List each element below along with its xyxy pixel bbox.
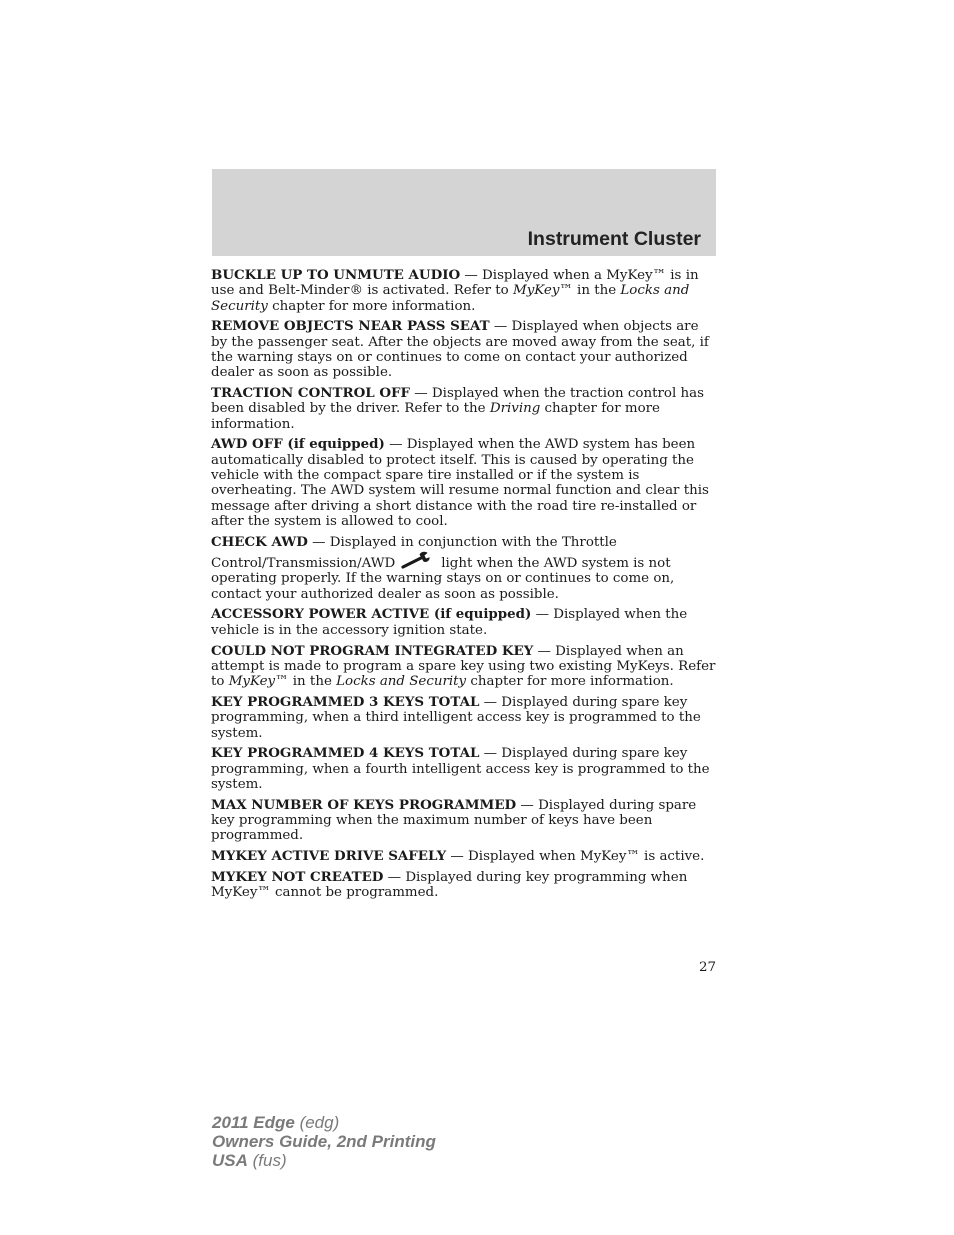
message-entry-could-not-program [211, 644, 717, 690]
message-entry-key-programmed-3 [211, 695, 717, 741]
document-footer [212, 1113, 436, 1170]
message-entry-mykey-active [211, 849, 717, 864]
section-title: Instrument Cluster [527, 228, 701, 250]
message-term: ACCESSORY POWER ACTIVE (if equipped) [211, 606, 532, 623]
message-term: MYKEY NOT CREATED [211, 868, 384, 885]
message-text: — Displayed when the vehicle is in the accessory ignition state. [211, 607, 688, 638]
footer-guide: Owners Guide, 2nd Printing [212, 1132, 436, 1151]
message-entry-accessory-power [211, 607, 717, 638]
message-text: — Displayed when the AWD system has been automatically disabled to protect itself. This is caused by operating the vehicle with the compact spare tire installed or if the system is overheating. The AWD system will resume normal function and clear this message after driving a short distance with the road tire re-installed or after the system is allowed to cool. [211, 437, 709, 529]
message-term: MAX NUMBER OF KEYS PROGRAMMED [211, 796, 517, 813]
section-header-band [212, 169, 716, 256]
message-term: KEY PROGRAMMED 3 KEYS TOTAL [211, 693, 480, 710]
message-text: — Displayed during key programming when MyKey™ cannot be programmed. [211, 869, 688, 901]
footer-model-code: (edg) [294, 1113, 340, 1132]
footer-market: USA [212, 1151, 248, 1170]
message-text: in the [572, 283, 621, 299]
message-reference: Locks and Security [336, 674, 467, 690]
footer-line-model [212, 1113, 436, 1132]
message-text: — Displayed when the traction control has been disabled by the driver. Refer to the [211, 386, 704, 417]
message-reference: Driving [489, 401, 541, 417]
message-reference: MyKey™ [512, 283, 573, 299]
message-entry-key-programmed-4 [211, 746, 717, 792]
message-term: BUCKLE UP TO UNMUTE AUDIO [211, 267, 461, 283]
message-text: chapter for more information. [211, 401, 660, 432]
message-entry-buckle-up [211, 268, 717, 314]
message-text: in the [288, 674, 337, 690]
message-term: REMOVE OBJECTS NEAR PASS SEAT [211, 318, 490, 335]
message-text: — Displayed during spare key programming, when a fourth intelligent access key is programmed to the system. [211, 746, 710, 792]
message-text: — Displayed when a MyKey™ is in use and Belt-Minder® is activated. Refer to [211, 268, 699, 299]
message-entry-traction-control [211, 386, 717, 432]
message-text: — Displayed during spare key programming, when a third intelligent access key is programmed to the system. [211, 694, 701, 741]
message-text: — Displayed when MyKey™ is active. [446, 849, 705, 865]
message-entry-mykey-not-created [211, 870, 717, 901]
message-text: chapter for more information. [267, 298, 476, 314]
message-term: TRACTION CONTROL OFF [211, 385, 411, 402]
message-reference: MyKey™ [228, 674, 289, 690]
message-term: AWD OFF (if equipped) [211, 436, 385, 453]
message-entry-awd-off [211, 437, 717, 529]
message-entry-max-keys [211, 798, 717, 844]
message-entry-check-awd [211, 535, 717, 602]
footer-market-code: (fus) [247, 1151, 287, 1170]
footer-line-guide [212, 1132, 436, 1151]
message-text: — Displayed in conjunction with the Throttle Control/Transmission/AWD [211, 534, 617, 572]
message-reference: Locks and Security [211, 283, 690, 314]
message-entry-remove-objects [211, 319, 717, 380]
message-list [211, 268, 717, 906]
message-text: — Displayed when objects are by the passenger seat. After the objects are moved away from the seat, if the warning stays on or continues to come on contact your authorized dealer as soon as possible. [211, 319, 709, 381]
message-text: — Displayed during spare key programming when the maximum number of keys have been programmed. [211, 797, 697, 844]
message-term: KEY PROGRAMMED 4 KEYS TOTAL [211, 745, 480, 762]
wrench-icon [399, 550, 435, 570]
message-text: light when the AWD system is not operating properly. If the warning stays on or continues to come on, contact your authorized dealer as soon as possible. [211, 556, 675, 602]
message-term: CHECK AWD [211, 533, 308, 550]
message-text: chapter for more information. [466, 674, 674, 690]
footer-model: 2011 Edge [212, 1113, 295, 1132]
message-term: MYKEY ACTIVE DRIVE SAFELY [211, 848, 447, 865]
message-term: COULD NOT PROGRAM INTEGRATED KEY [211, 642, 534, 659]
message-text: — Displayed when an attempt is made to program a spare key using two existing MyKeys. Refer to [211, 643, 716, 690]
footer-line-market [212, 1151, 436, 1170]
page-number: 27 [698, 960, 716, 975]
